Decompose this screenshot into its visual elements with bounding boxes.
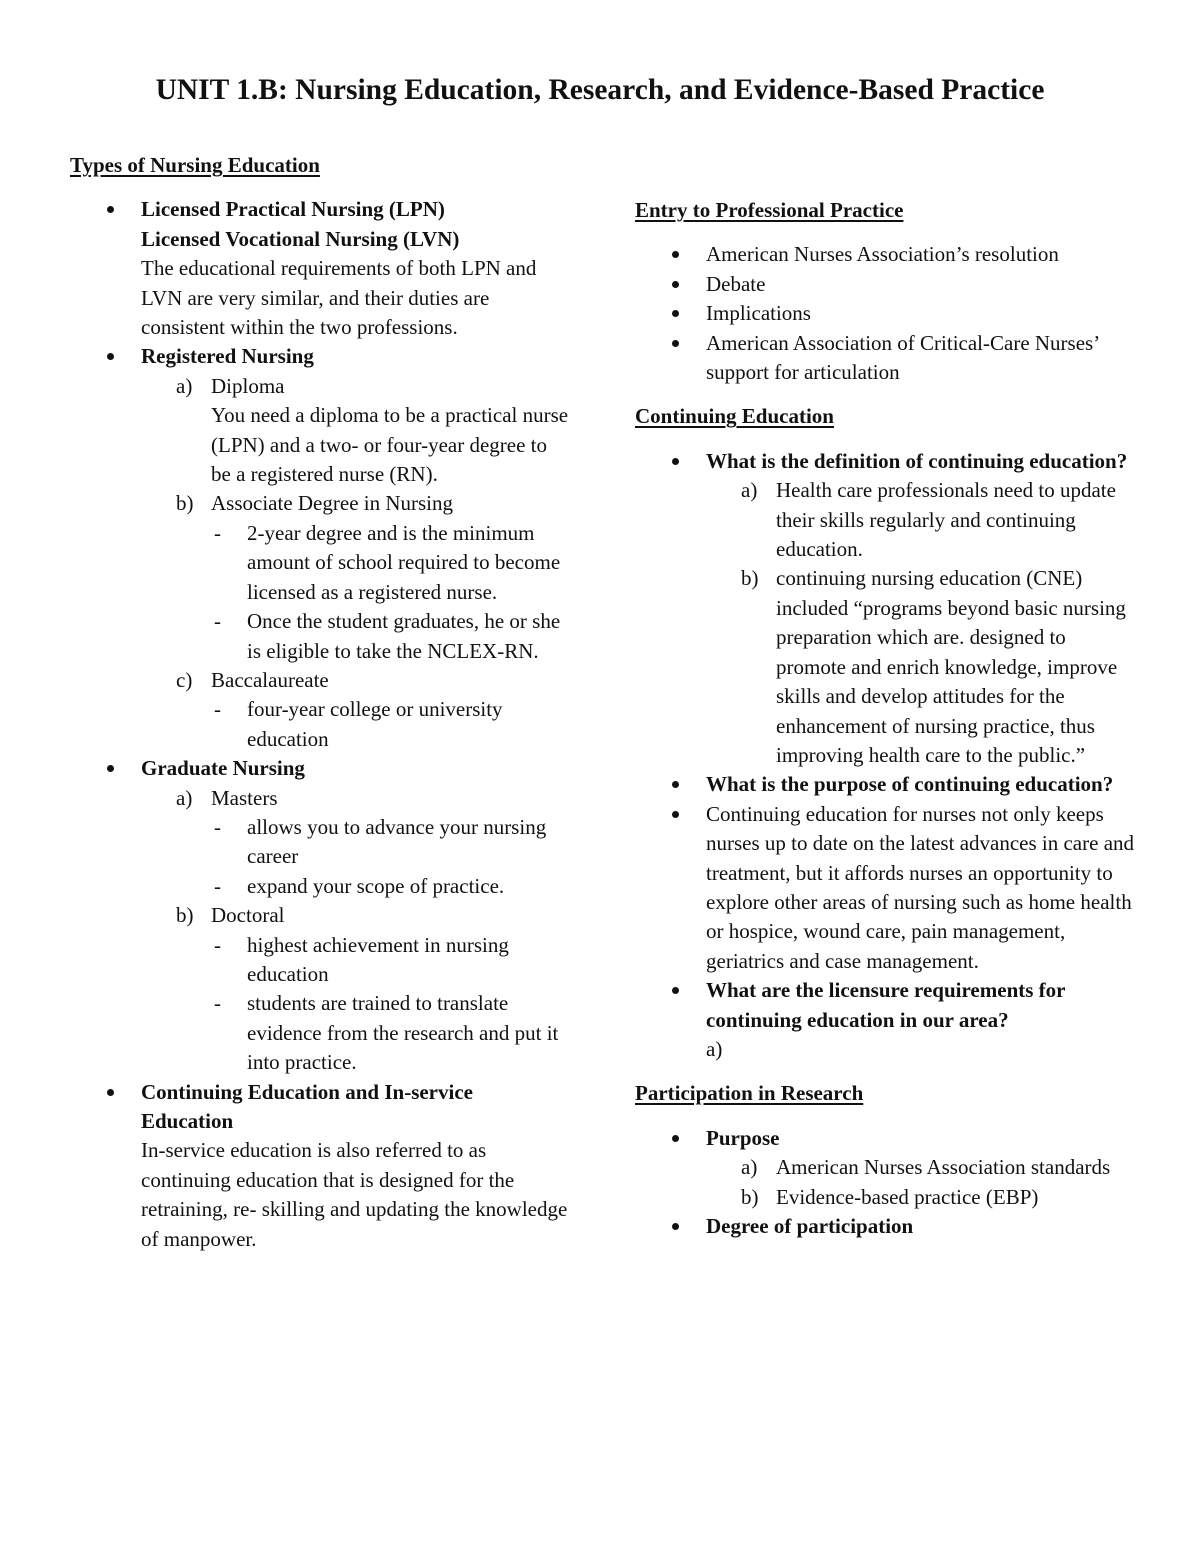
purpose-question-item [635, 770, 1140, 799]
types-of-nursing-education-heading: Types of Nursing Education [70, 153, 320, 177]
research-heading: Participation in Research [635, 1081, 864, 1106]
continuing-inservice-item [70, 1078, 570, 1254]
dash-item: - four-year college or university education [211, 695, 570, 754]
masters-title: Masters [211, 785, 278, 810]
dash-item: - Once the student graduates, he or she is eligible to take the NCLEX-RN. [211, 607, 570, 666]
answer-text: Health care professionals need to update their skills regularly and continuing education. [776, 478, 1116, 562]
diploma-item [141, 372, 570, 490]
continuing-list [635, 447, 1140, 1065]
purpose-item [635, 1124, 1140, 1212]
lpn-title: Licensed Practical Nursing (LPN) [141, 197, 445, 222]
continuing-heading: Continuing Education [635, 404, 834, 429]
dash-item: - students are trained to translate evidence from the research and put it into practice. [211, 989, 570, 1077]
graduate-nursing-title: Graduate Nursing [141, 756, 305, 781]
masters-item [141, 784, 570, 902]
alpha-label: a) [176, 373, 193, 398]
lpn-lvn-description: The educational requirements of both LPN and LVN are very similar, and their duties are consistent within the two professions. [141, 256, 537, 340]
answer-text: continuing nursing education (CNE) included “programs beyond basic nursing preparation which are. designed to promote and enrich knowledge, improve skills and develop attitudes for the enhancement of nursing practice, thus improving health care to the public.” [776, 566, 1126, 767]
ebp-item [706, 1183, 1140, 1212]
purpose-question: What is the purpose of continuing education? [706, 772, 1114, 797]
baccalaureate-item [141, 666, 570, 754]
entry-heading: Entry to Professional Practice [635, 198, 904, 222]
alpha-label: a) [741, 1155, 758, 1180]
alpha-label: a) [741, 478, 758, 503]
registered-nursing-title: Registered Nursing [141, 344, 314, 369]
definition-question: What is the definition of continuing education? [706, 448, 1128, 473]
alpha-label: b) [176, 491, 194, 516]
graduate-nursing-sublist [141, 784, 570, 1078]
list-item: Implications [635, 299, 1140, 328]
alpha-label: c) [176, 667, 193, 692]
continuing-section [635, 402, 1140, 1064]
licensure-answer-label: a) [706, 1036, 723, 1061]
definition-answers [706, 476, 1140, 770]
purpose-title: Purpose [706, 1125, 780, 1150]
list-item: American Association of Critical-Care Nurses’ support for articulation [635, 329, 1140, 388]
graduate-nursing-item [70, 754, 570, 1077]
entry-section [635, 196, 1140, 387]
doctoral-details [211, 931, 570, 1078]
purpose-sublist [706, 1153, 1140, 1212]
nursing-education-types-list [70, 195, 570, 1254]
ana-standards-text: American Nurses Association standards [776, 1155, 1111, 1180]
list-item: Debate [635, 270, 1140, 299]
licensure-question-item [635, 976, 1140, 1064]
research-list [635, 1124, 1140, 1242]
masters-details [211, 813, 570, 901]
associate-degree-title: Associate Degree in Nursing [211, 491, 454, 516]
alpha-label: b) [741, 1184, 759, 1209]
diploma-text: You need a diploma to be a practical nurse (LPN) and a two- or four-year degree to be a registered nurse (RN). [211, 403, 569, 487]
baccalaureate-details [211, 695, 570, 754]
purpose-answer-item [635, 800, 1140, 976]
lpn-lvn-item [70, 195, 570, 342]
left-column [70, 151, 570, 1254]
alpha-label: b) [176, 903, 194, 928]
lvn-title: Licensed Vocational Nursing (LVN) [141, 226, 460, 251]
licensure-question: What are the licensure requirements for continuing education in our area? [706, 978, 1066, 1032]
ana-standards-item [706, 1153, 1140, 1182]
continuing-inservice-text: In-service education is also referred to as continuing education that is designed for the retraining, re- skilling and updating the knowledge of manpower. [141, 1138, 568, 1251]
diploma-title: Diploma [211, 373, 285, 398]
entry-list [635, 240, 1140, 387]
registered-nursing-sublist [141, 372, 570, 754]
degree-item [635, 1212, 1140, 1241]
dash-item: - 2-year degree and is the minimum amount of school required to become licensed as a registered nurse. [211, 519, 570, 607]
alpha-label: b) [741, 566, 759, 591]
definition-answer-b [706, 564, 1140, 770]
purpose-answer: Continuing education for nurses not only keeps nurses up to date on the latest advances in care and treatment, but it affords nurses an opportunity to explore other areas of nursing such as home health or hospice, wound care, pain management, geriatrics and case management. [706, 801, 1135, 973]
dash-item: - expand your scope of practice. [211, 872, 570, 901]
alpha-label: a) [176, 785, 193, 810]
doctoral-title: Doctoral [211, 903, 285, 928]
page-title: UNIT 1.B: Nursing Education, Research, and Evidence-Based Practice [155, 74, 1045, 106]
registered-nursing-item [70, 342, 570, 754]
right-column [635, 196, 1140, 1256]
continuing-inservice-title: Continuing Education and In-service Education [141, 1079, 473, 1133]
doctoral-item [141, 901, 570, 1077]
list-item: American Nurses Association’s resolution [635, 240, 1140, 269]
degree-title: Degree of participation [706, 1214, 914, 1238]
research-section [635, 1079, 1140, 1241]
associate-degree-item [141, 489, 570, 665]
dash-item: - highest achievement in nursing education [211, 931, 570, 990]
dash-item: - allows you to advance your nursing career [211, 813, 570, 872]
ebp-text: Evidence-based practice (EBP) [776, 1184, 1039, 1209]
definition-answer-a [706, 476, 1140, 564]
associate-degree-details [211, 519, 570, 666]
definition-question-item [635, 447, 1140, 770]
baccalaureate-title: Baccalaureate [211, 667, 329, 692]
